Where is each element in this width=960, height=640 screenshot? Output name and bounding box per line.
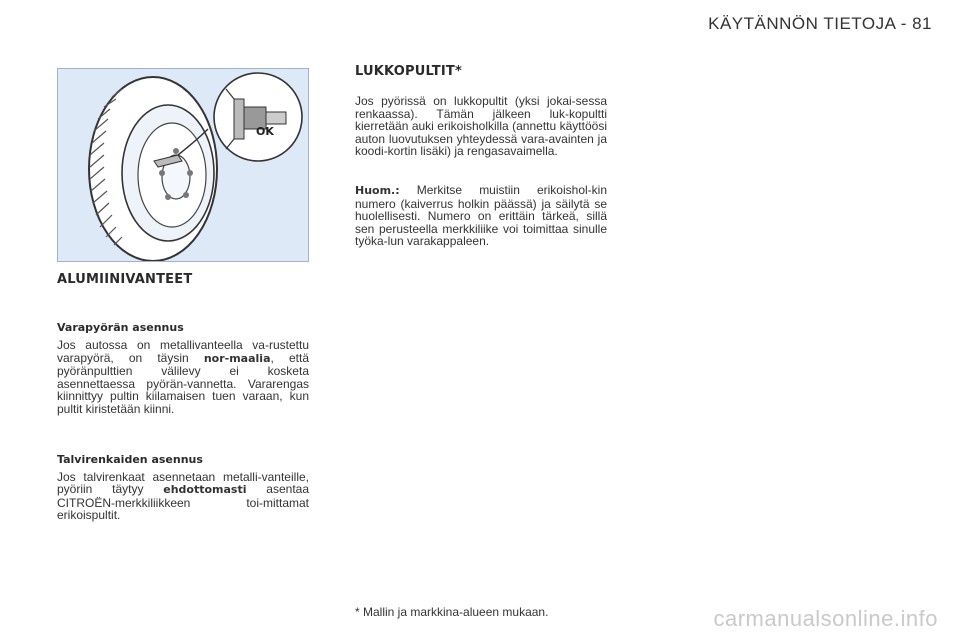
alumiinivanteet-section	[57, 272, 309, 522]
subheading-talvirenkaiden-asennus: Talvirenkaiden asennus	[57, 452, 203, 466]
lukkopultit-section	[355, 64, 607, 248]
ok-label: OK	[256, 125, 274, 138]
paragraph-spare-wheel: Jos autossa on metallivanteella va-rustettu varapyörä, on täysin nor-maalia, että pyöränpulttien välilevy ei kosketa asennettaessa pyörän-vannetta. Vararengas kiinnittyy pultin kiilamaisen tuen varaan, kun pultit kiristetään kiinni.	[57, 338, 309, 416]
bolt-detail-callout	[214, 73, 302, 161]
subheading-varapyoran-asennus: Varapyörän asennus	[57, 321, 184, 334]
paragraph-winter-tyres: Jos talvirenkaat asennetaan metalli-vanteille, pyöriin täytyy ehdottomasti asentaa CITROËN-merkkiliikkeen toi-mittamat erikoispultit.	[57, 469, 309, 523]
footnote: * Mallin ja markkina-alueen mukaan.	[355, 605, 549, 619]
watermark: carmanualsonline.info	[713, 606, 938, 631]
tire-illustration	[57, 68, 309, 262]
section-heading-alumiinivanteet: ALUMIINIVANTEET	[57, 272, 193, 287]
tire-icon	[89, 77, 217, 261]
note-label: Huom.:	[355, 183, 400, 197]
paragraph-note: Huom.: Merkitse muistiin erikoishol-kin numero (kaiverrus holkin päässä) ja säilytä se huolellisesti. Numero on erittäin tärkeä, sillä sen perusteella merkkiliike voi toimittaa sinulle työka-lun varakappaleen.	[355, 182, 607, 249]
section-heading-lukkopultit: LUKKOPULTIT*	[355, 64, 462, 79]
page-header: KÄYTÄNNÖN TIETOJA - 81	[708, 14, 932, 33]
paragraph-lock-bolts: Jos pyörissä on lukkopultit (yksi jokai-sessa renkaassa). Tämän jälkeen luk-kopultti kierretään auki erikoisholkilla (annettu käyttöösi auton luovutuksen yhteydessä vara-avainten ja koodi-kortin lisäki) ja rengasavaimella.	[355, 94, 607, 159]
